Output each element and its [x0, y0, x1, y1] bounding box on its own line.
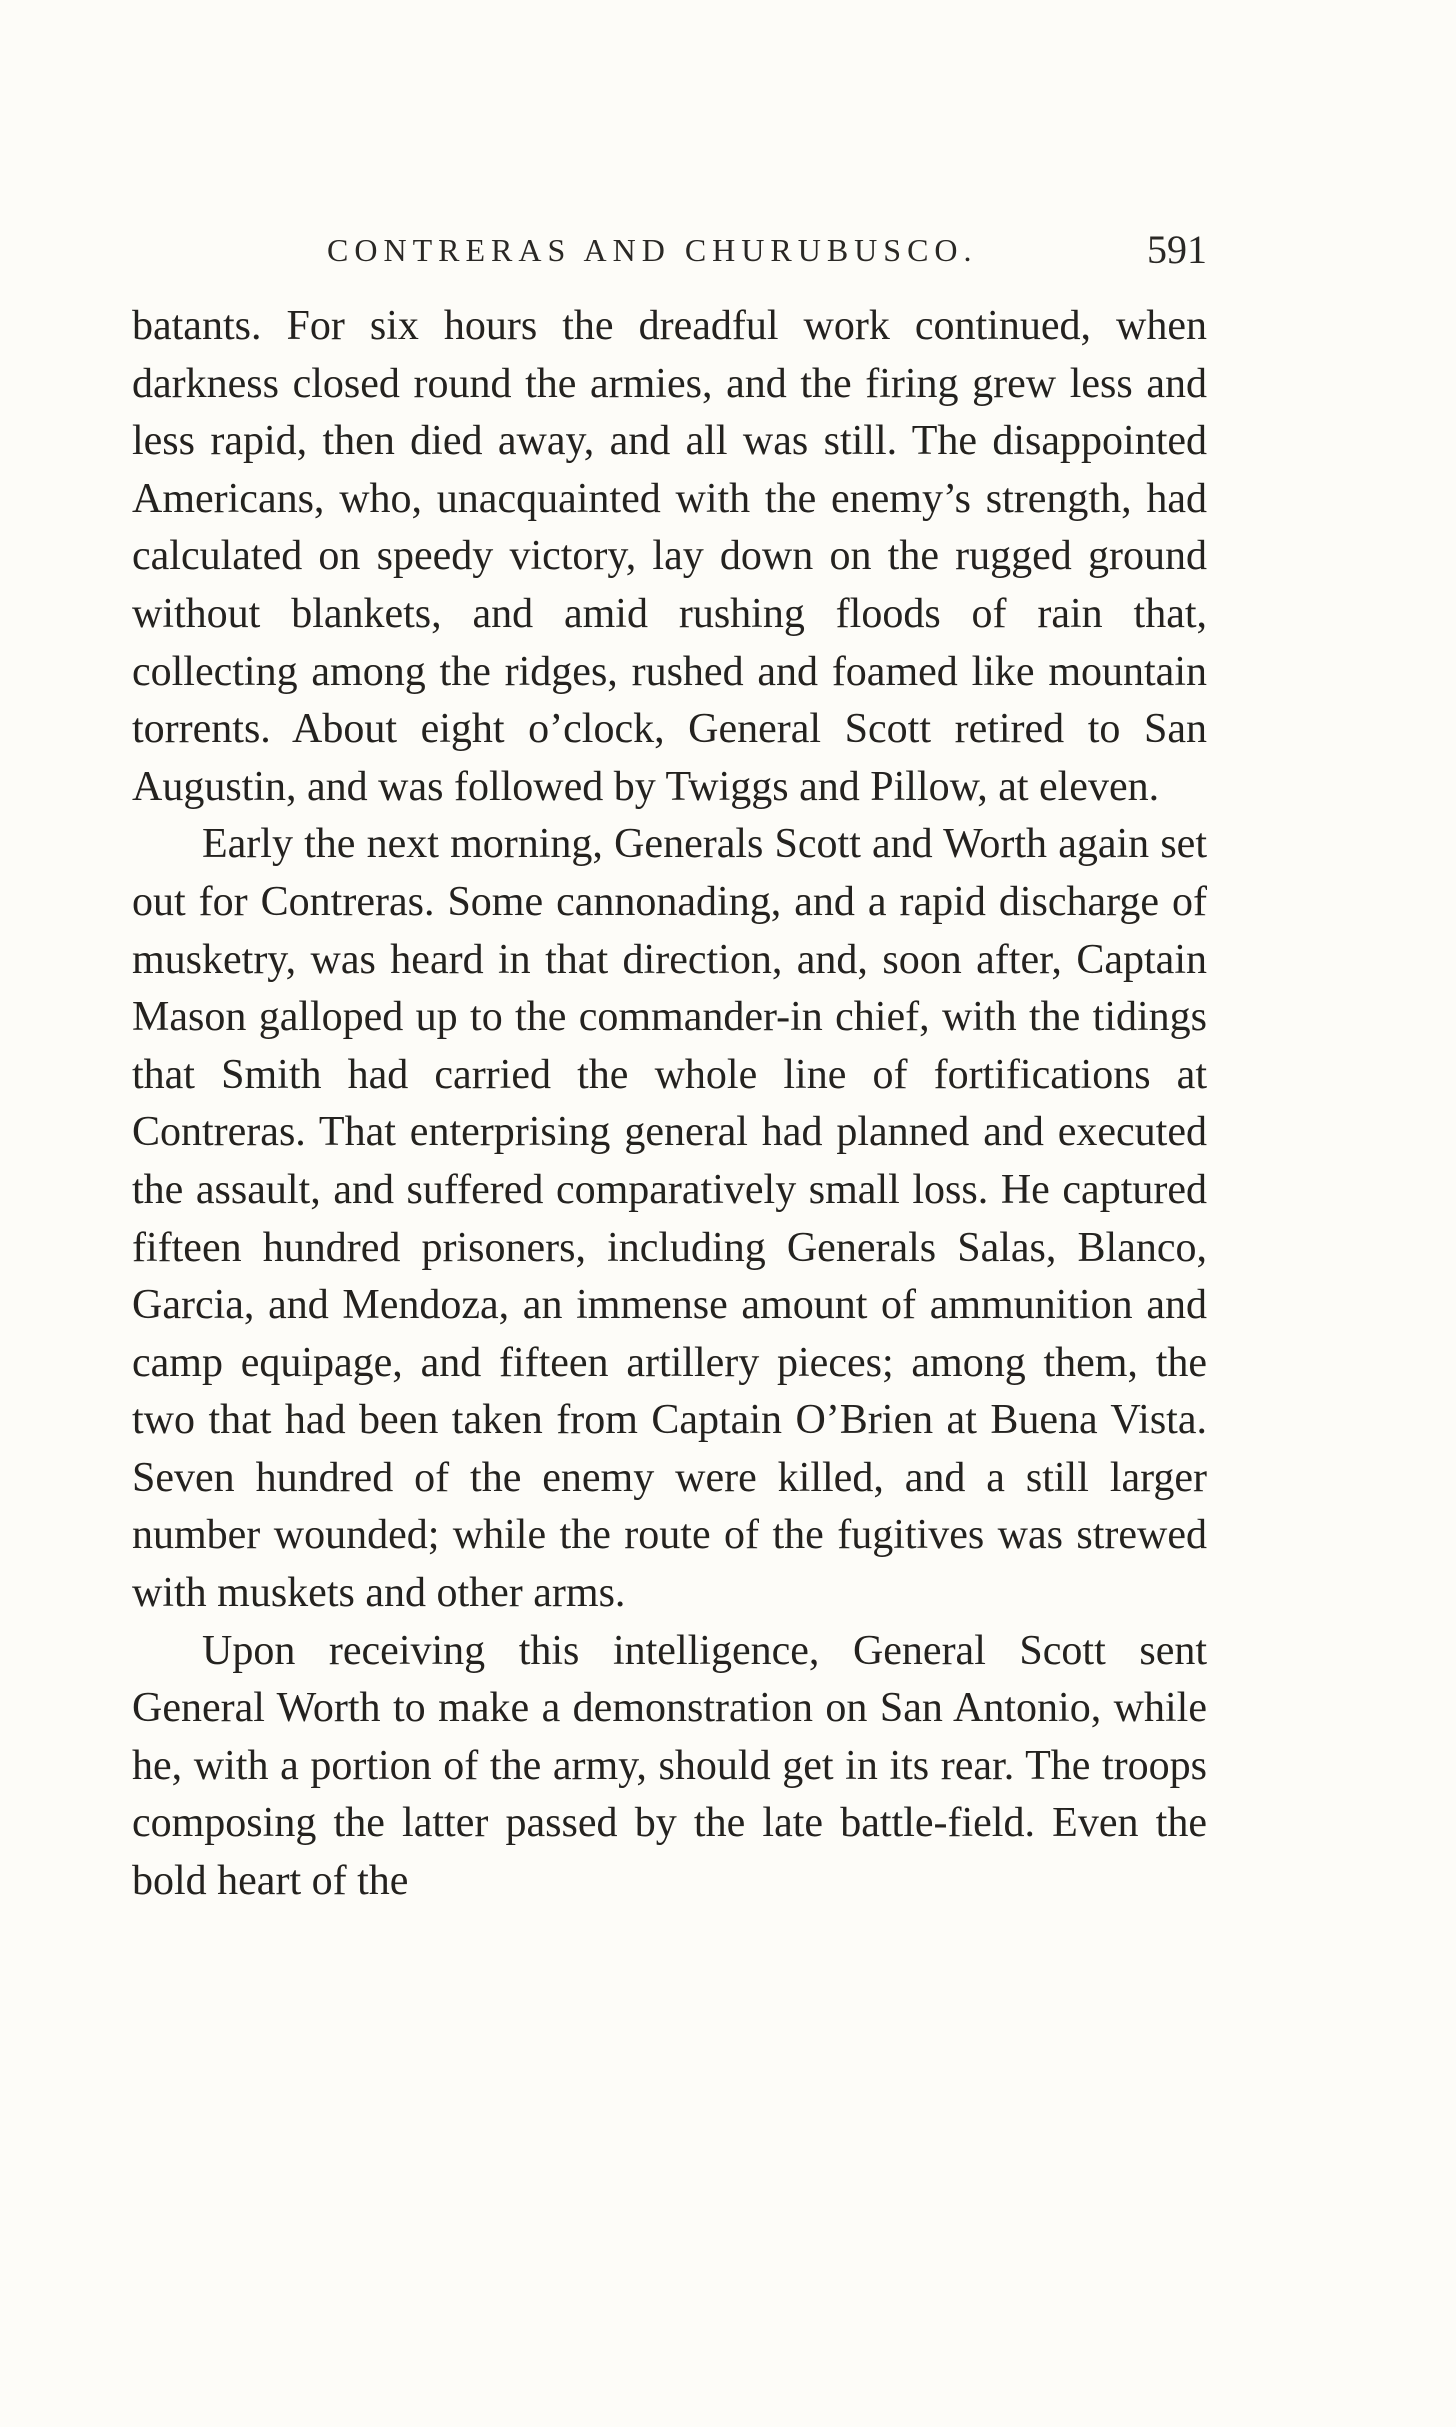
body-text [132, 298, 1207, 1911]
page-number: 591 [1147, 227, 1207, 272]
paragraph-san-antonio: Upon receiving this intelligence, General Scott sent General Worth to make a demonstration on San Antonio, while he, with a portion of the army, should get in its rear. The troops composing the latter passed by the late battle-field. Even the bold heart of the [132, 1627, 1207, 1905]
paragraph-contreras-victory: Early the next morning, Generals Scott and Worth again set out for Contreras. Some cannonading, and a rapid discharge of musketry, was heard in that direction, and, soon after, Captain Mason galloped up to the commander-in chief, with the tidings that Smith had carried the whole line of fortifications at Contreras. That enterprising general had planned and executed the assault, and suffered comparatively small loss. He captured fifteen hundred prisoners, including Generals Salas, Blanco, Garcia, and Mendoza, an immense amount of ammunition and camp equipage, and fifteen artillery pieces; among them, the two that had been taken from Captain O’Brien at Buena Vista. Seven hundred of the enemy were killed, and a still larger number wounded; while the route of the fugitives was strewed with muskets and other arms. [132, 821, 1207, 1617]
running-title: CONTRERAS AND CHURUBUSCO. [327, 232, 978, 268]
running-head [132, 222, 1207, 278]
paragraph-continued: batants. For six hours the dreadful work continued, when darkness closed round the armies, and the firing grew less and less rapid, then died away, and all was still. The disappointed Americans, who, unacquainted with the enemy’s strength, had calculated on speedy victory, lay down on the rugged ground without blankets, and amid rushing floods of rain that, collecting among the ridges, rushed and foamed like mountain torrents. About eight o’clock, General Scott retired to San Augustin, and was followed by Twiggs and Pillow, at eleven. [132, 303, 1207, 810]
